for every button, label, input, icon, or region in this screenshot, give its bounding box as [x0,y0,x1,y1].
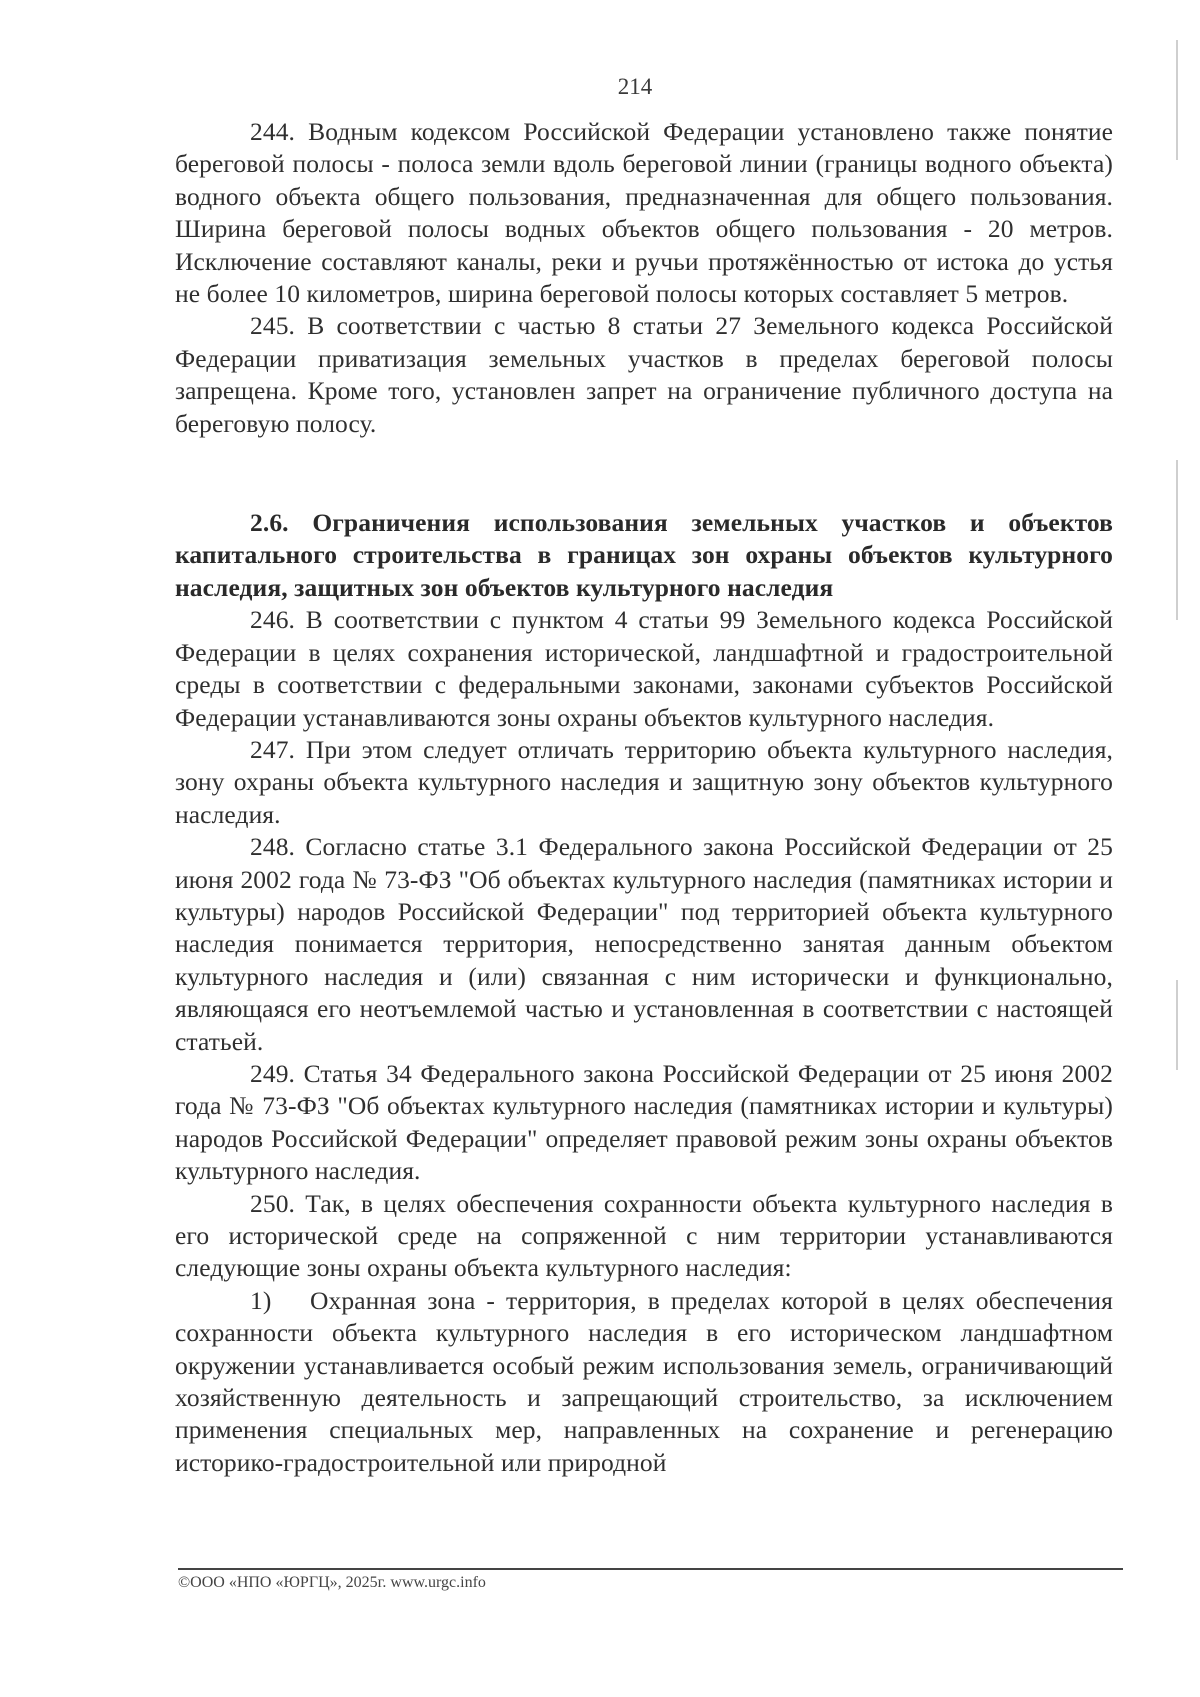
paragraph-248: 248. Согласно статье 3.1 Федерального закона Российской Федерации от 25 июня 2002 года № 73-ФЗ "Об объектах культурного наследия (памятниках истории и культуры) народов Российской Федерации" под территорией объекта культурного наследия понимается территория, непосредственно занятая данным объектом культурного наследия и (или) связанная с ним исторически и функционально, являющаяся его неотъемлемой частью и установленная в соответствии с настоящей статьей. [175,832,1113,1056]
list-item-1 [175,1285,1113,1479]
section-heading-2-6: 2.6. Ограничения использования земельных участков и объектов капитального строительства в границах зон охраны объектов культурного наследия, защитных зон объектов культурного наследия [175,508,1113,602]
document-body [175,116,1113,1479]
footer-copyright: ©ООО «НПО «ЮРГЦ», 2025г. www.urgc.info [178,1574,486,1591]
paragraph-250: 250. Так, в целях обеспечения сохранности объекта культурного наследия в его исторической среде на сопряженной с ним территории устанавливаются следующие зоны охраны объекта культурного наследия: [175,1188,1113,1283]
paragraph-244: 244. Водным кодексом Российской Федерации установлено также понятие береговой полосы - полоса земли вдоль береговой линии (границы водного объекта) водного объекта общего пользования, предназначенная для общего пользования. Ширина береговой полосы водных объектов общего пользования - 20 метров. Исключение составляют каналы, реки и ручьи протяжённостью от истока до устья не более 10 километров, ширина береговой полосы которых составляет 5 метров. [175,117,1113,309]
paragraph-246: 246. В соответствии с пунктом 4 статьи 99 Земельного кодекса Российской Федерации в целях сохранения исторической, ландшафтной и градостроительной среды в соответствии с федеральными законами, законами субъектов Российской Федерации устанавливаются зоны охраны объектов культурного наследия. [175,605,1113,732]
scan-edge-mark [1176,460,1178,620]
paragraph-247: 247. При этом следует отличать территорию объекта культурного наследия, зону охраны объекта культурного наследия и защитную зону объектов культурного наследия. [175,734,1113,829]
scan-edge-mark [1176,980,1178,1070]
list-item-marker: 1) [250,1285,272,1315]
scan-edge-mark [1176,40,1178,160]
list-item-text: Охранная зона - территория, в пределах которой в целях обеспечения сохранности объекта культурного наследия в его историческом ландшафтном окружении устанавливается особый режим использования земель, ограничивающий хозяйственную деятельность и запрещающий строительство, за исключением применения специальных мер, направленных на сохранение и регенерацию историко-градостроительной или природной [175,1285,1113,1477]
section-spacer [175,440,1113,507]
footer-divider [178,1568,1123,1570]
paragraph-249: 249. Статья 34 Федерального закона Российской Федерации от 25 июня 2002 года № 73-ФЗ "Об объектах культурного наследия (памятниках истории и культуры) народов Российской Федерации" определяет правовой режим зоны охраны объектов культурного наследия. [175,1058,1113,1186]
paragraph-245: 245. В соответствии с частью 8 статьи 27 Земельного кодекса Российской Федерации приватизация земельных участков в пределах береговой полосы запрещена. Кроме того, установлен запрет на ограничение публичного доступа на береговую полосу. [175,311,1113,438]
page-number: 214 [617,74,653,99]
